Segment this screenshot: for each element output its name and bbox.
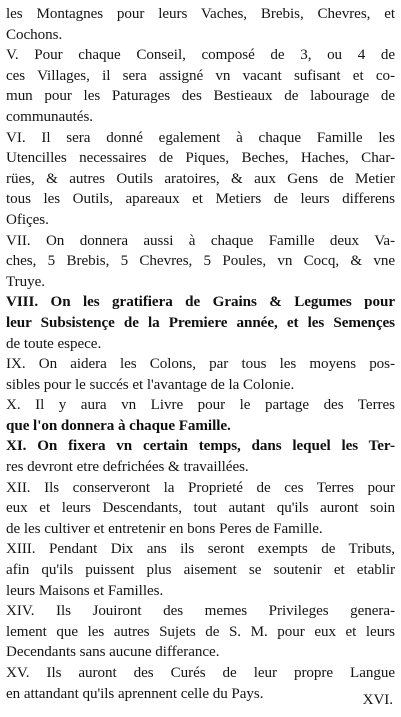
text-line: afin qu'ils puissent plus aisement se soutenir et etablir [6, 562, 395, 579]
text-line: tous les Outils, apareaux et Metiers de leurs differens [6, 191, 395, 208]
text-line: Decendants sans aucune differance. [6, 644, 220, 661]
text-line: en attandant qu'ils aprennent celle du Pays. [6, 685, 264, 702]
text-line: XIV. Ils Jouiront des memes Privileges genera- [6, 603, 395, 620]
text-line: XV. Ils auront des Curés de leur propre Langue [6, 665, 395, 681]
text-line: rües, & autres Outils aratoires, & aux Gens de Metier [6, 170, 395, 187]
text-line: Cochons. [6, 26, 63, 43]
text-line: XII. Ils conserveront la Proprieté de ces Terres pour [6, 479, 395, 496]
text-line: IX. On aidera les Colons, par tous les moyens pos- [6, 356, 395, 373]
text-line: V. Pour chaque Conseil, composé de 3, ou 4 de [6, 47, 395, 64]
text-line: les Montagnes pour leurs Vaches, Brebis, Chevres, et [6, 6, 395, 22]
page-body-text [6, 4, 395, 704]
text-line: res devront etre defrichées & travaillées. [6, 459, 249, 476]
text-line: lement que les autres Sujets de S. M. pour eux et leurs [6, 623, 395, 640]
catchword: XVI. [362, 692, 393, 709]
text-line: que l'on donnera à chaque Famille. [6, 417, 231, 434]
text-line: Truye. [6, 273, 45, 290]
text-line: XI. On fixera vn certain temps, dans lequel les Ter- [6, 438, 395, 455]
text-line: communautés. [6, 108, 94, 125]
text-line: X. Il y aura vn Livre pour le partage des Terres [6, 397, 395, 414]
text-line: sibles pour le succés et l'avantage de la Colonie. [6, 376, 295, 393]
text-line: ches, 5 Brebis, 5 Chevres, 5 Poules, vn Cocq, & vne [6, 253, 395, 270]
text-line: XIII. Pendant Dix ans ils seront exempts de Tributs, [6, 541, 395, 558]
text-line: VI. Il sera donné egalement à chaque Famille les [6, 129, 395, 146]
text-line: Ofiçes. [6, 211, 49, 228]
text-line: leur Subsistençe de la Premiere année, et les Semençes [6, 314, 395, 331]
text-line: mun pour les Paturages des Bestieaux de labourage de [6, 88, 395, 105]
text-line: VII. On donnera aussi à chaque Famille deux Va- [6, 232, 395, 249]
text-line: de toute espece. [6, 335, 102, 352]
text-line: VIII. On les gratifiera de Grains & Legumes pour [6, 294, 395, 311]
text-line: leurs Maisons et Familles. [6, 582, 164, 599]
text-line: ces Villages, il sera assigné vn vacant sufisant et co- [6, 67, 395, 84]
text-line: eux et leurs Descendants, tout autant qu'ils auront soin [6, 500, 395, 517]
text-line: de les cultiver et entretenir en bons Peres de Famille. [6, 520, 323, 537]
text-line: Utencilles necessaires de Piques, Beches, Haches, Char- [6, 150, 395, 167]
